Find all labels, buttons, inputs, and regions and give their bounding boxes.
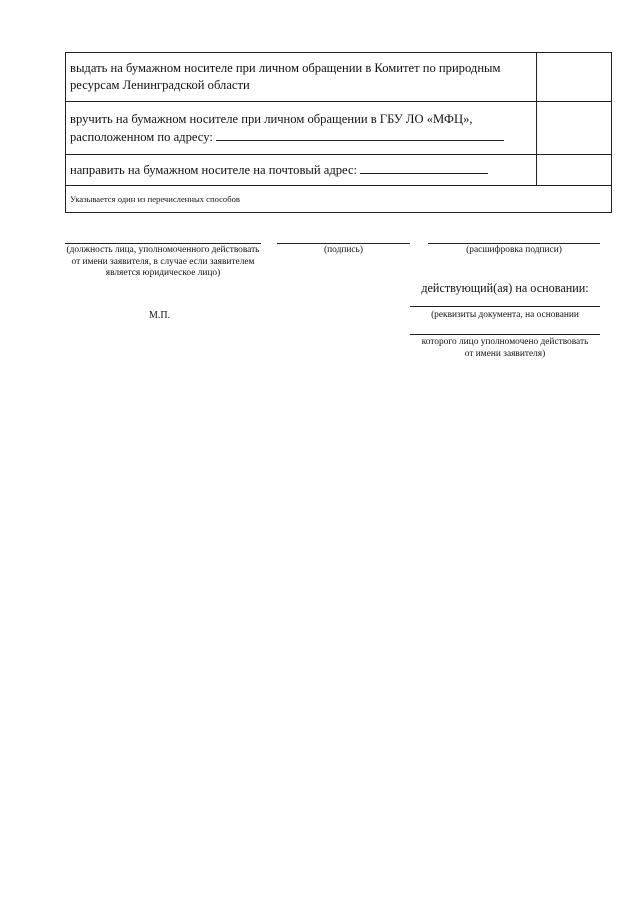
option-checkbox-cell[interactable] [537,53,612,102]
delivery-option-committee: выдать на бумажном носителе при личном обращении в Комитет по природным ресурсам Ленинградской области [66,53,537,102]
position-line[interactable] [65,243,261,244]
delivery-option-post [66,155,537,186]
option-checkbox-cell[interactable] [537,102,612,155]
delivery-option-mfc [66,102,537,155]
table-row [66,102,612,155]
table-row [66,186,612,213]
signature-line[interactable] [277,243,410,244]
table-note: Указывается один из перечисленных способов [66,186,612,213]
signature-caption: (подпись) [324,245,363,255]
document-details-line-2[interactable] [410,334,600,335]
decoding-line[interactable] [428,243,600,244]
table-row [66,53,612,102]
decoding-caption: (расшифровка подписи) [466,245,562,255]
document-details-caption-2: которого лицо уполномочено действовать от имени заявителя) [421,337,589,359]
stamp-placeholder: М.П. [149,310,171,321]
acting-basis-label: действующий(ая) на основании: [421,281,589,295]
mfc-address-field[interactable] [216,128,504,141]
document-details-line[interactable] [410,306,600,307]
delivery-option-post-text: направить на бумажном носителе на почтовый адрес: [70,163,358,177]
position-caption: (должность лица, уполномоченного действовать от имени заявителя, в случае если заявителем является юридическое лицо) [66,245,260,278]
table-row [66,155,612,186]
document-details-caption: (реквизиты документа, на основании [431,310,579,320]
delivery-option-mfc-text: вручить на бумажном носителе при личном обращении в ГБУ ЛО «МФЦ», расположенном по адресу: [70,111,473,144]
delivery-method-table [65,52,612,213]
postal-address-field[interactable] [360,161,488,174]
option-checkbox-cell[interactable] [537,155,612,186]
